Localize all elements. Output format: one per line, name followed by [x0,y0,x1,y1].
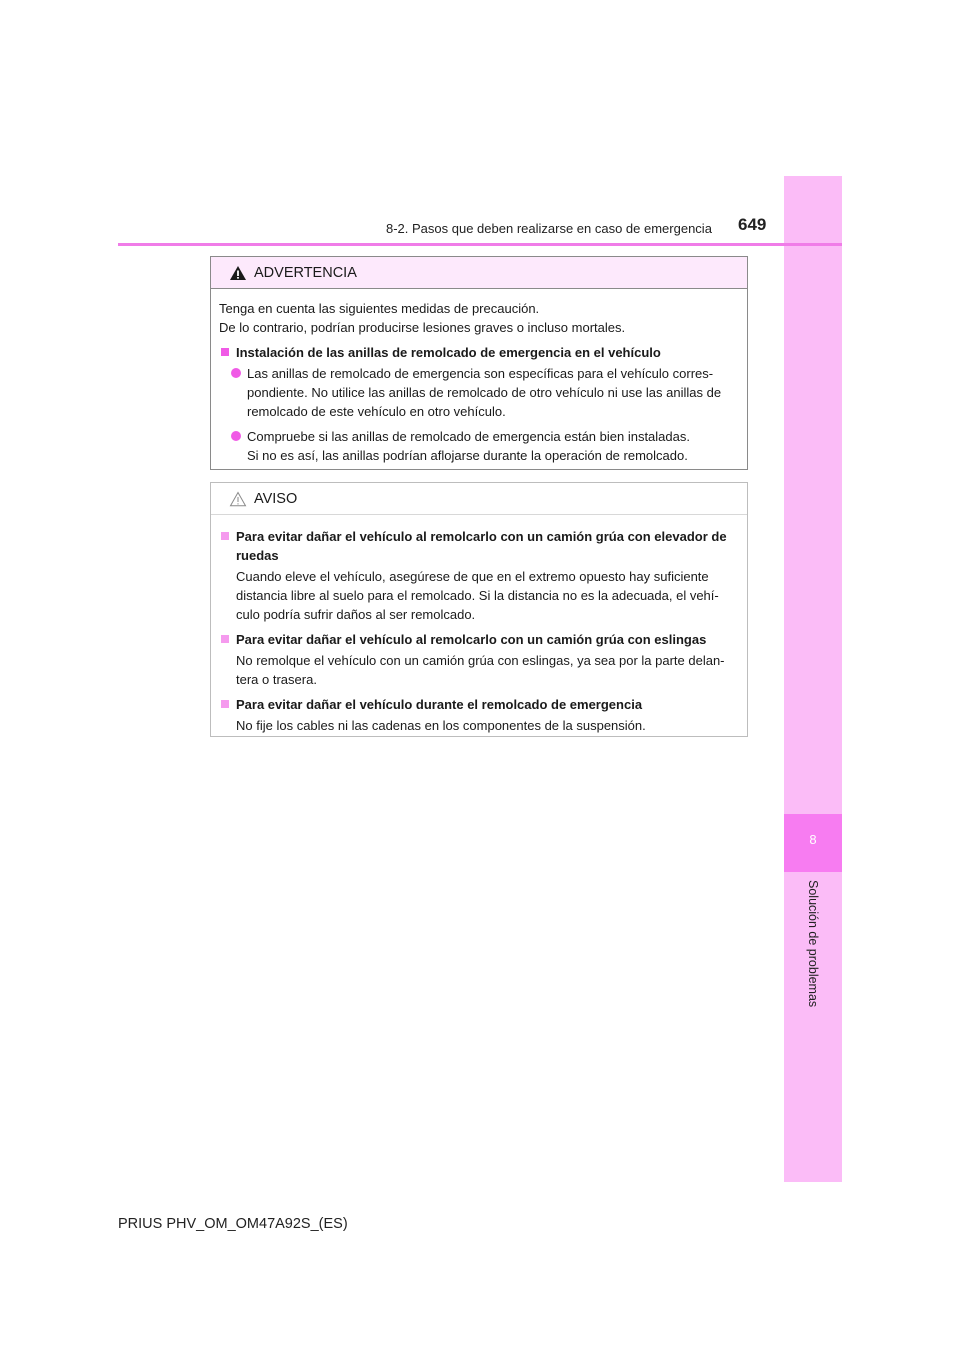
notice-text: No fije los cables ni las cadenas en los componentes de la suspensión. [236,718,646,733]
warning-bullet [231,364,739,421]
notice-heading: Para evitar dañar el vehículo al remolcarlo con un camión grúa con eslingas [219,630,739,649]
notice-heading: Para evitar dañar el vehículo durante el remolcado de emergencia [219,695,739,714]
warning-title: ADVERTENCIA [254,264,357,281]
square-bullet-icon [221,635,229,643]
notice-heading: Para evitar dañar el vehículo al remolcarlo con un camión grúa con elevador de ruedas [219,527,739,565]
caution-triangle-outline-icon [229,491,247,507]
notice-box-header [211,483,747,515]
bullet-line: Si no es así, las anillas podrían aflojarse durante la operación de remolcado. [247,448,688,463]
square-bullet-icon [221,700,229,708]
warning-bullet [231,427,739,465]
section-title: 8-2. Pasos que deben realizarse en caso de emergencia [386,221,712,236]
notice-box [210,482,748,737]
chapter-label: Solución de problemas [806,880,820,1008]
document-code: PRIUS PHV_OM_OM47A92S_(ES) [118,1216,348,1232]
intro-line: Tenga en cuenta las siguientes medidas de precaución. [219,301,540,316]
bullet-line: remolcado de este vehículo en otro vehículo. [247,404,506,419]
bullet-line: Compruebe si las anillas de remolcado de emergencia están bien instaladas. [247,429,690,444]
warning-box-header [211,257,747,289]
notice-text: No remolque el vehículo con un camión grúa con eslingas, ya sea por la parte delan- tera o trasera. [236,653,725,687]
intro-line: De lo contrario, podrían producirse lesiones graves o incluso mortales. [219,320,626,335]
square-bullet-icon [221,348,229,356]
bullet-line: Las anillas de remolcado de emergencia son específicas para el vehículo corres- [247,366,714,381]
circle-bullet-icon [231,368,241,378]
warning-box [210,256,748,470]
warning-heading: Instalación de las anillas de remolcado de emergencia en el vehículo [219,343,739,362]
warning-intro [219,299,739,337]
square-bullet-icon [221,532,229,540]
header-rule [118,243,842,246]
bullet-line: pondiente. No utilice las anillas de remolcado de otro vehículo ni use las anillas de [247,385,722,400]
notice-text: Cuando eleve el vehículo, asegúrese de que en el extremo opuesto hay suficiente distancia libre al suelo para el remolcado. Si la distancia no es la adecuada, el vehí- culo podría sufrir daños al ser remolcado. [236,569,719,622]
chapter-number: 8 [809,832,817,847]
circle-bullet-icon [231,431,241,441]
notice-title: AVISO [254,490,298,507]
page-number: 649 [738,215,767,234]
warning-triangle-icon [229,265,247,281]
